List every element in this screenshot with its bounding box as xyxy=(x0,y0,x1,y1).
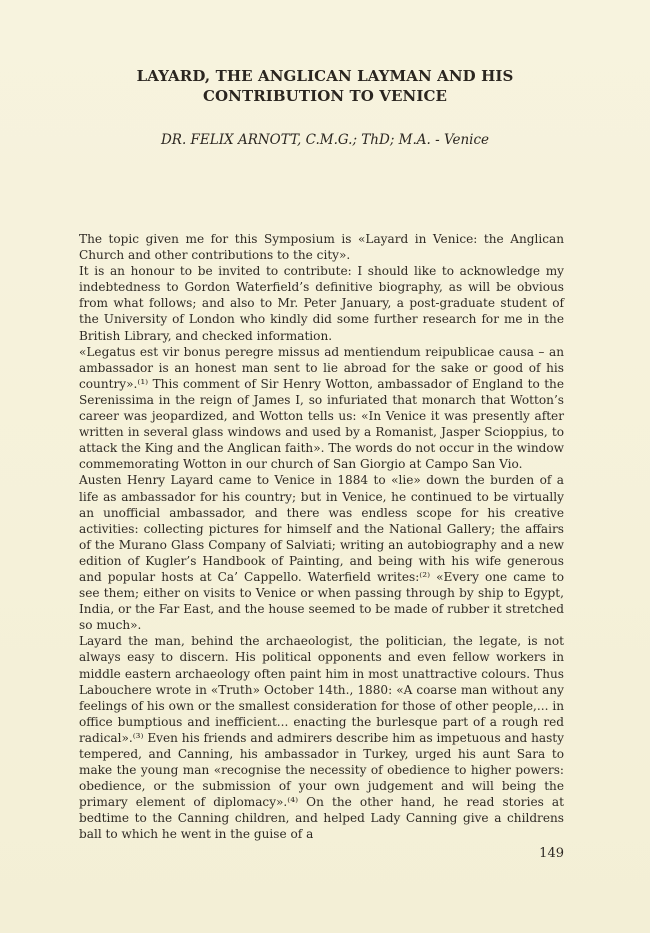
paragraph: Layard the man, behind the archaeologist, the politician, the legate, is not always easy to discern. His political opponents and even fellow workers in middle eastern archaeology often paint him in most unattractive colours. Thus Labouchere wrote in «Truth» October 14th., 1880: «A coarse man without any feelings of his own or the smallest consideration for those of other people,... in office bumptious and inefficient... enacting the burlesque part of a rough red radical».⁽³⁾ Even his friends and admirers describe him as impetuous and hasty tempered, and Canning, his ambassador in Turkey, urged his aunt Sara to make the young man «recognise the necessity of obedience to higher powers: obedience, or the submission of your own judgement and will being the primary element of diplomacy».⁽⁴⁾ On the other hand, he read stories at bedtime to the Canning children, and helped Lady Canning give a childrens ball to which he went in the guise of a xyxy=(79,634,564,842)
article-title-line-2: CONTRIBUTION TO VENICE xyxy=(202,87,448,105)
paragraph: The topic given me for this Symposium is «Layard in Venice: the Anglican Church and other contributions to the city». xyxy=(79,232,564,263)
page-number: 149 xyxy=(539,846,564,861)
paragraph: Austen Henry Layard came to Venice in 1884 to «lie» down the burden of a life as ambassador for his country; but in Venice, he continued to be virtually an unofficial ambassador, and there was endless scope for his creative activities: collecting pictures for himself and the National Gallery; the affairs of the Murano Glass Company of Salviati; writing an autobiography and a new edition of Kugler’s Handbook of Painting, and being with his wife generous and popular hosts at Ca’ Cappello. Waterfield writes:⁽²⁾ «Every one came to see them; either on visits to Venice or when passing through by ship to Egypt, India, or the Far East, and the house seemed to be made of rubber it stretched so much». xyxy=(79,473,564,633)
paragraph: It is an honour to be invited to contribute: I should like to acknowledge my indebtedness to Gordon Waterfield’s definitive biography, as will be obvious from what follows; and also to Mr. Peter January, a post-graduate student of the University of London who kindly did some further research for me in the British Library, and checked information. xyxy=(79,264,564,343)
article-title-line-1: LAYARD, THE ANGLICAN LAYMAN AND HIS xyxy=(136,67,514,85)
paragraph: «Legatus est vir bonus peregre missus ad mentiendum reipublicae causa – an ambassador is an honest man sent to lie abroad for the sake or good of his country».⁽¹⁾ This comment of Sir Henry Wotton, ambassador of England to the Serenissima in the reign of James I, so infuriated that monarch that Wotton’s career was jeopardized, and Wotton tells us: «In Venice it was presently after written in several glass windows and used by a Romanist, Jasper Scioppius, to attack the King and the Anglican faith». The words do not occur in the window commemorating Wotton in our church of San Giorgio at Campo San Vio. xyxy=(79,344,564,472)
article-body xyxy=(79,231,564,843)
article-title xyxy=(60,66,590,106)
author-line: DR. FELIX ARNOTT, C.M.G.; ThD; M.A. - Venice xyxy=(160,132,490,148)
